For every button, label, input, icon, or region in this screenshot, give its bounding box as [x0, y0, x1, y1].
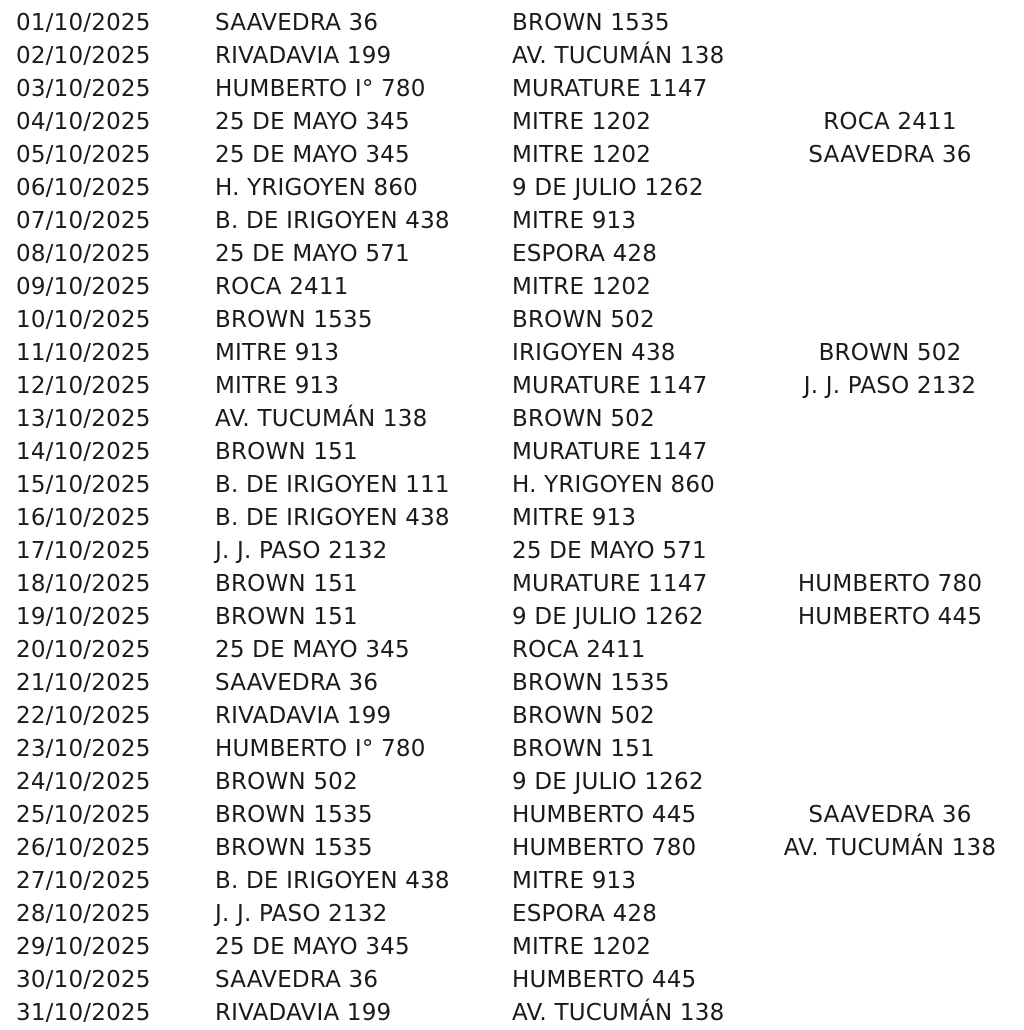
address-cell-2: AV. TUCUMÁN 138 — [512, 43, 725, 69]
address-cell-1: B. DE IRIGOYEN 438 — [215, 208, 450, 234]
date-cell: 27/10/2025 — [16, 868, 151, 894]
schedule-row — [0, 7, 1024, 40]
date-cell: 24/10/2025 — [16, 769, 151, 795]
schedule-row — [0, 601, 1024, 634]
address-cell-3: SAAVEDRA 36 — [808, 142, 972, 168]
date-cell: 08/10/2025 — [16, 241, 151, 267]
date-cell: 22/10/2025 — [16, 703, 151, 729]
date-cell: 10/10/2025 — [16, 307, 151, 333]
schedule-row — [0, 238, 1024, 271]
address-cell-1: BROWN 1535 — [215, 802, 373, 828]
date-cell: 20/10/2025 — [16, 637, 151, 663]
schedule-row — [0, 205, 1024, 238]
address-cell-1: AV. TUCUMÁN 138 — [215, 406, 428, 432]
address-cell-1: J. J. PASO 2132 — [215, 901, 388, 927]
address-cell-1: ROCA 2411 — [215, 274, 349, 300]
address-cell-2: 25 DE MAYO 571 — [512, 538, 707, 564]
schedule-row — [0, 403, 1024, 436]
address-cell-2: BROWN 1535 — [512, 10, 670, 36]
address-cell-1: HUMBERTO I° 780 — [215, 76, 426, 102]
address-cell-1: BROWN 1535 — [215, 835, 373, 861]
schedule-row — [0, 304, 1024, 337]
address-cell-3: AV. TUCUMÁN 138 — [783, 835, 997, 861]
schedule-row — [0, 898, 1024, 931]
schedule-row — [0, 733, 1024, 766]
address-cell-2: MURATURE 1147 — [512, 76, 708, 102]
address-cell-2: BROWN 502 — [512, 406, 655, 432]
date-cell: 17/10/2025 — [16, 538, 151, 564]
address-cell-1: 25 DE MAYO 345 — [215, 934, 410, 960]
date-cell: 21/10/2025 — [16, 670, 151, 696]
date-cell: 12/10/2025 — [16, 373, 151, 399]
schedule-row — [0, 502, 1024, 535]
date-cell: 18/10/2025 — [16, 571, 151, 597]
address-cell-2: HUMBERTO 445 — [512, 802, 697, 828]
address-cell-3: SAAVEDRA 36 — [808, 802, 972, 828]
schedule-row — [0, 73, 1024, 106]
schedule-row — [0, 40, 1024, 73]
schedule-row — [0, 700, 1024, 733]
schedule-row — [0, 865, 1024, 898]
schedule-row — [0, 172, 1024, 205]
schedule-row — [0, 832, 1024, 865]
address-cell-1: 25 DE MAYO 345 — [215, 142, 410, 168]
schedule-row — [0, 469, 1024, 502]
address-cell-1: 25 DE MAYO 345 — [215, 109, 410, 135]
address-cell-2: ESPORA 428 — [512, 241, 658, 267]
address-cell-2: MITRE 1202 — [512, 934, 652, 960]
address-cell-2: MITRE 1202 — [512, 142, 652, 168]
date-cell: 25/10/2025 — [16, 802, 151, 828]
date-cell: 01/10/2025 — [16, 10, 151, 36]
address-cell-1: RIVADAVIA 199 — [215, 43, 392, 69]
date-cell: 29/10/2025 — [16, 934, 151, 960]
date-cell: 23/10/2025 — [16, 736, 151, 762]
address-cell-2: H. YRIGOYEN 860 — [512, 472, 715, 498]
date-cell: 02/10/2025 — [16, 43, 151, 69]
address-cell-2: MURATURE 1147 — [512, 571, 708, 597]
address-cell-2: MITRE 913 — [512, 208, 637, 234]
date-cell: 05/10/2025 — [16, 142, 151, 168]
address-cell-2: ROCA 2411 — [512, 637, 646, 663]
address-cell-2: BROWN 502 — [512, 307, 655, 333]
date-cell: 15/10/2025 — [16, 472, 151, 498]
schedule-row — [0, 139, 1024, 172]
address-cell-1: SAAVEDRA 36 — [215, 10, 379, 36]
date-cell: 13/10/2025 — [16, 406, 151, 432]
address-cell-1: MITRE 913 — [215, 340, 340, 366]
date-cell: 26/10/2025 — [16, 835, 151, 861]
schedule-row — [0, 667, 1024, 700]
address-cell-1: SAAVEDRA 36 — [215, 670, 379, 696]
address-cell-1: HUMBERTO I° 780 — [215, 736, 426, 762]
date-cell: 04/10/2025 — [16, 109, 151, 135]
address-cell-1: BROWN 151 — [215, 439, 358, 465]
address-cell-2: MURATURE 1147 — [512, 373, 708, 399]
address-cell-2: BROWN 1535 — [512, 670, 670, 696]
schedule-row — [0, 106, 1024, 139]
address-cell-1: BROWN 151 — [215, 571, 358, 597]
schedule-row — [0, 964, 1024, 997]
schedule-row — [0, 799, 1024, 832]
address-cell-1: BROWN 151 — [215, 604, 358, 630]
address-cell-2: ESPORA 428 — [512, 901, 658, 927]
address-cell-1: BROWN 1535 — [215, 307, 373, 333]
address-cell-1: B. DE IRIGOYEN 438 — [215, 868, 450, 894]
schedule-row — [0, 271, 1024, 304]
schedule-row — [0, 337, 1024, 370]
address-cell-2: MITRE 1202 — [512, 274, 652, 300]
address-cell-3: ROCA 2411 — [823, 109, 957, 135]
date-cell: 31/10/2025 — [16, 1000, 151, 1026]
address-cell-3: HUMBERTO 780 — [797, 571, 983, 597]
address-cell-2: MITRE 913 — [512, 505, 637, 531]
schedule-row — [0, 997, 1024, 1030]
date-cell: 11/10/2025 — [16, 340, 151, 366]
address-cell-1: B. DE IRIGOYEN 438 — [215, 505, 450, 531]
address-cell-2: 9 DE JULIO 1262 — [512, 769, 704, 795]
address-cell-2: IRIGOYEN 438 — [512, 340, 676, 366]
schedule-table — [0, 7, 1024, 1030]
address-cell-2: AV. TUCUMÁN 138 — [512, 1000, 725, 1026]
schedule-row — [0, 634, 1024, 667]
schedule-row — [0, 766, 1024, 799]
address-cell-2: HUMBERTO 780 — [512, 835, 697, 861]
address-cell-1: RIVADAVIA 199 — [215, 1000, 392, 1026]
date-cell: 09/10/2025 — [16, 274, 151, 300]
schedule-row — [0, 931, 1024, 964]
address-cell-1: BROWN 502 — [215, 769, 358, 795]
address-cell-1: H. YRIGOYEN 860 — [215, 175, 418, 201]
address-cell-2: HUMBERTO 445 — [512, 967, 697, 993]
address-cell-1: 25 DE MAYO 345 — [215, 637, 410, 663]
schedule-row — [0, 535, 1024, 568]
address-cell-2: BROWN 151 — [512, 736, 655, 762]
address-cell-3: HUMBERTO 445 — [797, 604, 983, 630]
address-cell-2: 9 DE JULIO 1262 — [512, 175, 704, 201]
address-cell-2: MITRE 913 — [512, 868, 637, 894]
date-cell: 28/10/2025 — [16, 901, 151, 927]
address-cell-1: J. J. PASO 2132 — [215, 538, 388, 564]
address-cell-1: RIVADAVIA 199 — [215, 703, 392, 729]
schedule-row — [0, 436, 1024, 469]
address-cell-1: 25 DE MAYO 571 — [215, 241, 410, 267]
date-cell: 03/10/2025 — [16, 76, 151, 102]
address-cell-2: BROWN 502 — [512, 703, 655, 729]
address-cell-1: SAAVEDRA 36 — [215, 967, 379, 993]
address-cell-2: MITRE 1202 — [512, 109, 652, 135]
date-cell: 16/10/2025 — [16, 505, 151, 531]
date-cell: 30/10/2025 — [16, 967, 151, 993]
date-cell: 19/10/2025 — [16, 604, 151, 630]
date-cell: 07/10/2025 — [16, 208, 151, 234]
address-cell-3: J. J. PASO 2132 — [803, 373, 977, 399]
address-cell-1: B. DE IRIGOYEN 111 — [215, 472, 450, 498]
address-cell-2: MURATURE 1147 — [512, 439, 708, 465]
address-cell-3: BROWN 502 — [818, 340, 962, 366]
date-cell: 14/10/2025 — [16, 439, 151, 465]
schedule-row — [0, 568, 1024, 601]
address-cell-2: 9 DE JULIO 1262 — [512, 604, 704, 630]
date-cell: 06/10/2025 — [16, 175, 151, 201]
schedule-row — [0, 370, 1024, 403]
address-cell-1: MITRE 913 — [215, 373, 340, 399]
